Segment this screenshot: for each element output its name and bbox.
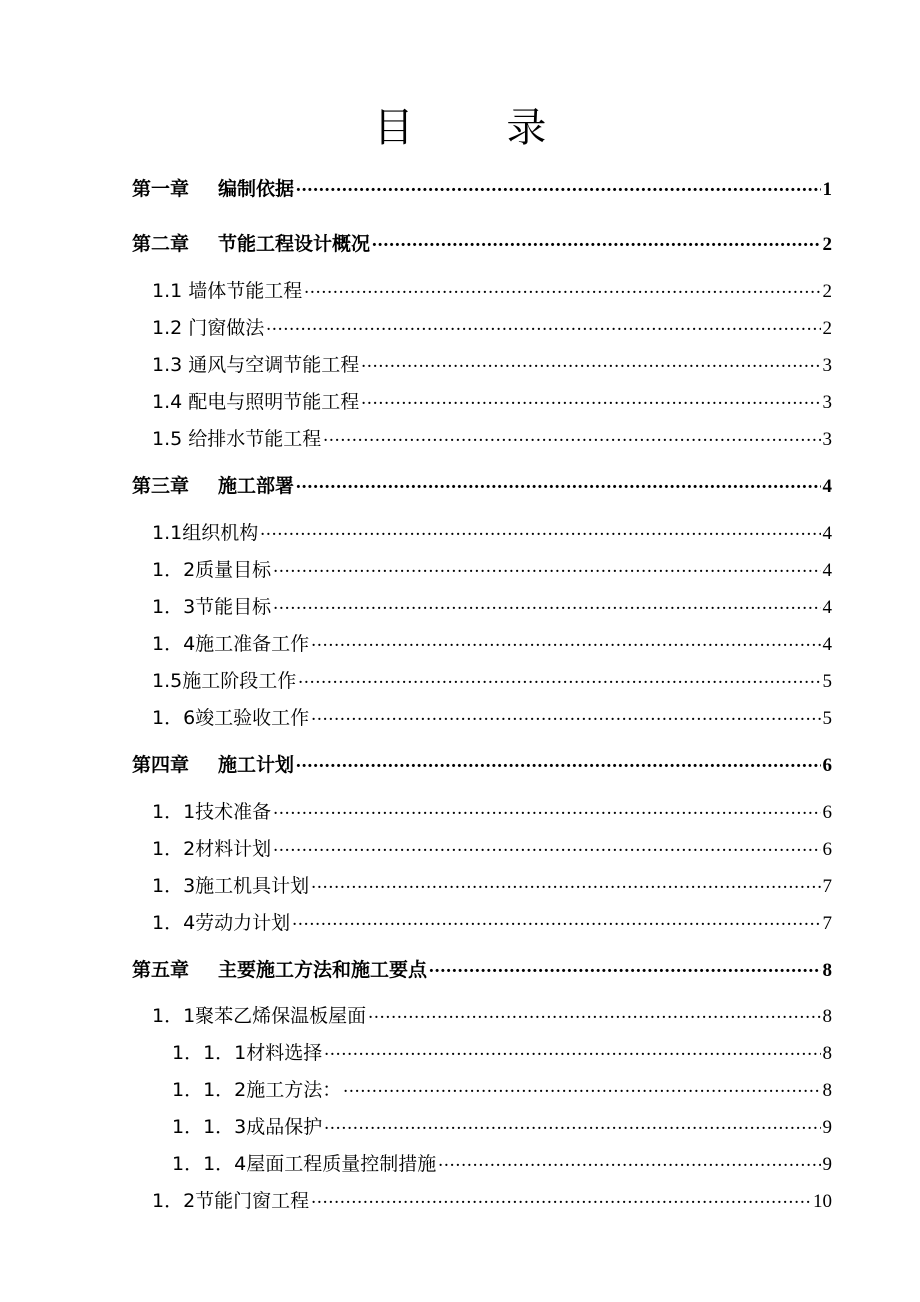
toc-entry-label [132,474,294,498]
page-number: 8 [822,960,832,981]
page-number: 3 [822,355,832,376]
page-number: 1 [822,179,832,200]
dot-leader [304,278,820,297]
toc-entry[interactable] [152,1188,832,1214]
dot-leader [273,557,820,576]
toc-entry[interactable] [152,594,832,620]
dot-leader [311,873,820,892]
dot-leader [323,426,820,445]
toc-entry[interactable] [152,389,832,415]
toc-entry-label: 1．1技术准备 [152,801,272,823]
page-number: 6 [822,839,832,860]
dot-leader [273,799,820,818]
toc-entry[interactable] [132,957,832,983]
dot-leader [372,231,820,250]
toc-entry-label: 1．1．3成品保护 [172,1116,323,1138]
toc-entry-label: 1．1．4屋面工程质量控制措施 [172,1153,437,1175]
chapter-number: 第一章 [132,178,190,200]
toc-entry[interactable] [172,1040,832,1066]
toc-entry-label [132,232,370,256]
page-number: 4 [822,597,832,618]
chapter-title: 主要施工方法和施工要点 [218,959,428,981]
dot-leader [343,1077,820,1096]
page-number: 10 [813,1191,832,1212]
chapter-number: 第二章 [132,233,190,255]
dot-leader [296,752,820,771]
dot-leader [298,668,820,687]
page-number: 9 [822,1117,832,1138]
dot-leader [324,1040,820,1059]
toc-entry[interactable] [132,473,832,499]
toc-entry[interactable] [172,1151,832,1177]
toc-entry-label [132,753,294,777]
toc-entry-label: 1.1组织机构 [152,522,259,544]
toc-entry[interactable] [152,278,832,304]
toc-entry[interactable] [152,873,832,899]
dot-leader [296,176,820,195]
page-number: 7 [822,913,832,934]
page-number: 5 [822,671,832,692]
page-number: 2 [822,234,832,255]
dot-leader [311,631,820,650]
page-number: 5 [822,708,832,729]
page-number: 4 [822,560,832,581]
toc-entry[interactable] [172,1114,832,1140]
toc-entry-label: 1．3施工机具计划 [152,875,310,897]
dot-leader [260,520,820,539]
page-number: 2 [822,318,832,339]
toc-entry-label: 1．2质量目标 [152,559,272,581]
page-number: 3 [822,392,832,413]
toc-entry[interactable] [132,752,832,778]
dot-leader [266,315,820,334]
toc-entry-label: 1．3节能目标 [152,596,272,618]
page-number: 7 [822,876,832,897]
dot-leader [368,1003,820,1022]
toc-entry[interactable] [132,231,832,257]
dot-leader [292,910,820,929]
chapter-number: 第三章 [132,475,190,497]
toc-entry[interactable] [152,799,832,825]
page-number: 8 [822,1080,832,1101]
toc-entry-label: 1.3 通风与空调节能工程 [152,354,360,376]
chapter-title: 编制依据 [218,178,295,200]
toc-entry-label: 1.5施工阶段工作 [152,670,297,692]
toc-entry[interactable] [152,520,832,546]
dot-leader [296,473,820,492]
toc-entry-label [132,177,294,201]
toc-entry-label: 1.5 给排水节能工程 [152,428,322,450]
chapter-title: 节能工程设计概况 [218,233,371,255]
dot-leader [361,389,820,408]
page-number: 8 [822,1043,832,1064]
toc-entry-label: 1．1．1材料选择 [172,1042,323,1064]
toc-entry[interactable] [172,1077,832,1103]
toc-entry-label: 1.2 门窗做法 [152,317,265,339]
toc-entry-label: 1．1聚苯乙烯保温板屋面 [152,1005,367,1027]
page-number: 6 [822,755,832,776]
dot-leader [324,1114,820,1133]
toc-entry[interactable] [132,176,832,202]
page-number: 8 [822,1006,832,1027]
toc-entry-label [132,958,427,982]
dot-leader [273,594,820,613]
toc-entry[interactable] [152,557,832,583]
toc-entry-label: 1．4劳动力计划 [152,912,291,934]
toc-entry-label: 1．2节能门窗工程 [152,1190,310,1212]
toc-entry-label: 1.4 配电与照明节能工程 [152,391,360,413]
toc-entry-label: 1．6竣工验收工作 [152,707,310,729]
page-number: 2 [822,281,832,302]
dot-leader [438,1151,820,1170]
dot-leader [429,957,820,976]
page-number: 4 [822,523,832,544]
toc-entry-label: 1．4施工准备工作 [152,633,310,655]
dot-leader [311,705,820,724]
toc-entry[interactable] [152,352,832,378]
toc-entry[interactable] [152,315,832,341]
dot-leader [273,836,820,855]
toc-entry[interactable] [152,836,832,862]
chapter-number: 第四章 [132,754,190,776]
chapter-number: 第五章 [132,959,190,981]
dot-leader [361,352,820,371]
toc-entry-label: 1．1．2施工方法： [172,1079,342,1101]
dot-leader [311,1188,811,1207]
toc-entry-label: 1．2材料计划 [152,838,272,860]
page-number: 6 [822,802,832,823]
toc-entry[interactable] [152,1003,832,1029]
page-number: 4 [822,476,832,497]
toc-entry[interactable] [152,426,832,452]
chapter-title: 施工计划 [218,754,295,776]
toc-entry[interactable] [152,705,832,731]
page-number: 3 [822,429,832,450]
page-number: 9 [822,1154,832,1175]
toc-entry[interactable] [152,668,832,694]
page-title: 目 录 [373,105,587,151]
chapter-title: 施工部署 [218,475,295,497]
toc-entry[interactable] [152,631,832,657]
toc-entry[interactable] [152,910,832,936]
toc-entry-label: 1.1 墙体节能工程 [152,280,303,302]
page-number: 4 [822,634,832,655]
